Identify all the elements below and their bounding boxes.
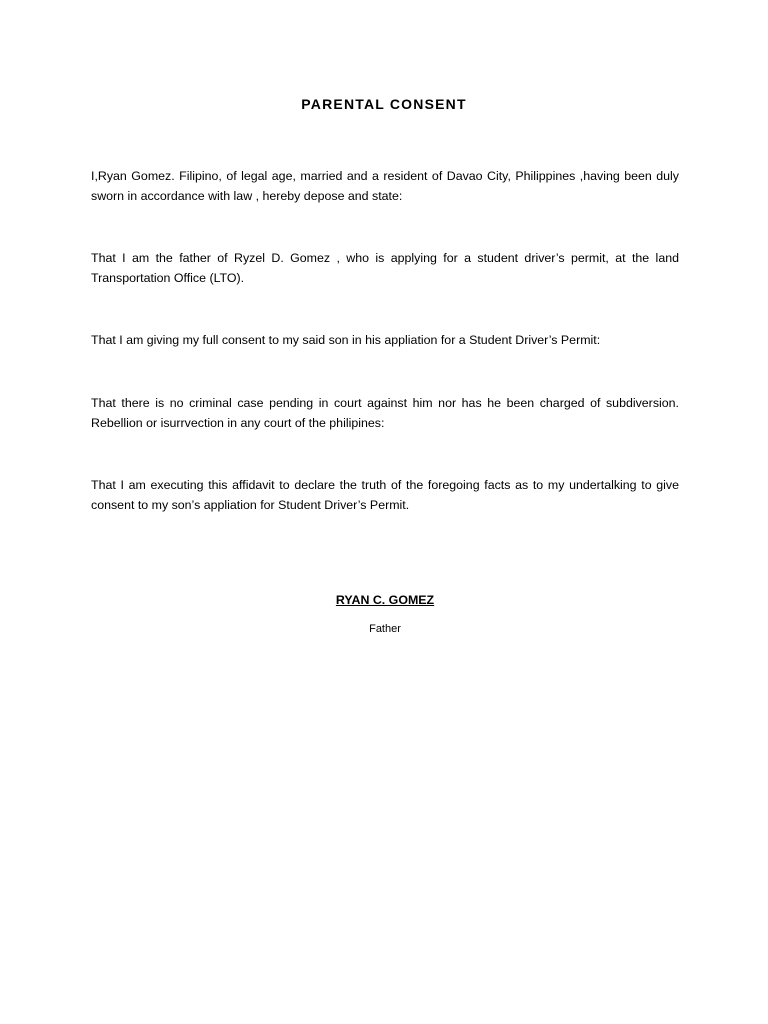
paragraph-full-consent: That I am giving my full consent to my said son in his appliation for a Student Driver’s Permit: (91, 333, 601, 347)
paragraph-father-of: That I am the father of Ryzel D. Gomez , who is applying for a student driver’s permit, at the land Transportation Office (LTO). (91, 251, 679, 285)
signatory-name: RYAN C. GOMEZ (335, 593, 435, 607)
paragraph-declarant: I,Ryan Gomez. Filipino, of legal age, married and a resident of Davao City, Philippines ,having been duly sworn in accordance with law , hereby depose and state: (91, 169, 679, 203)
paragraph-executing-affidavit: That I am executing this affidavit to declare the truth of the foregoing facts as to my undertalking to give consent to my son’s appliation for Student Driver’s Permit. (91, 478, 679, 512)
signatory-role: Father (369, 623, 401, 635)
document-title: PARENTAL CONSENT (301, 96, 467, 112)
paragraph-no-criminal-case: That there is no criminal case pending in court against him nor has he been charged of subdiversion. Rebellion or isurrvection in any court of the philipines: (91, 396, 679, 430)
